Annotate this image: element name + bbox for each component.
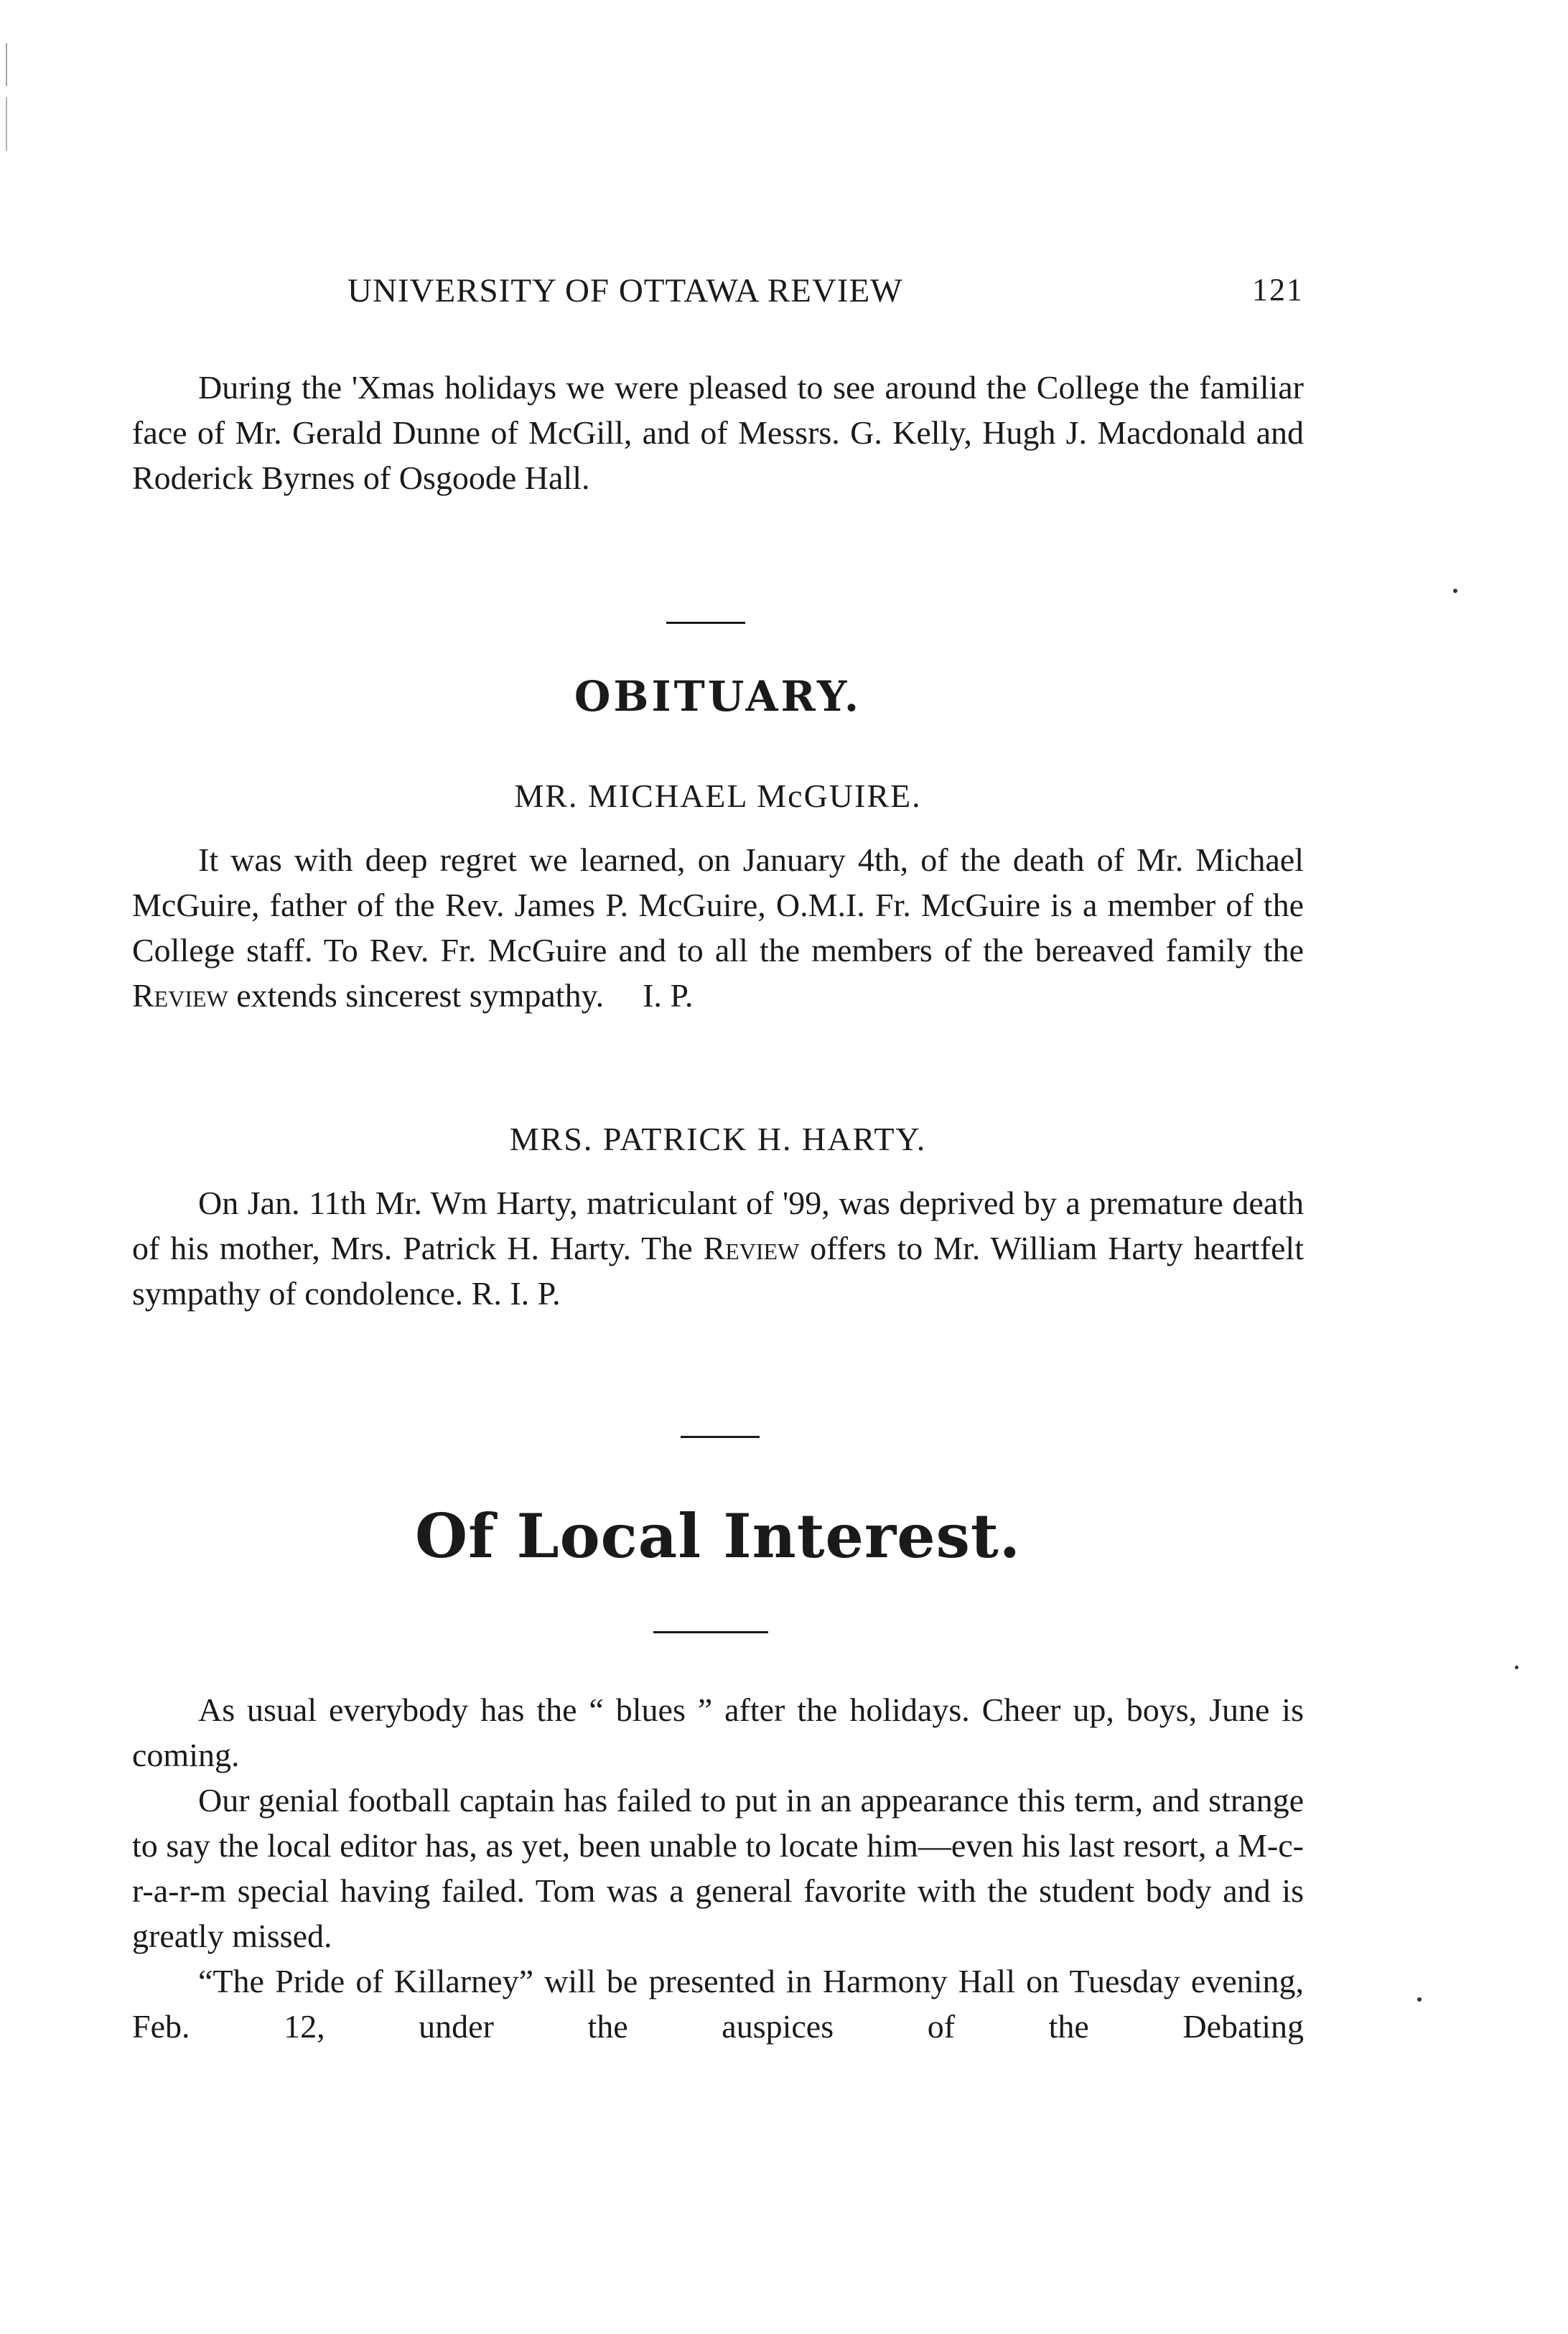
obituary-entry-2 — [132, 1180, 1304, 1316]
obituary-entry-1 — [132, 837, 1304, 1018]
intro-paragraph: During the 'Xmas holidays we were pleased to see around the College the familiar face of Mr. Gerald Dunne of McGill, and of Messrs. G. Kelly, Hugh J. Macdonald and Roderick Byrnes of Osgoode Hall. — [132, 369, 1304, 496]
obituary-name-2: MRS. PATRICK H. HARTY. — [509, 1121, 927, 1157]
obituary-text-1-start: It was with deep regret we learned, on January 4th, of the death of Mr. Michael McGuire, father of the Rev. James P. McGuire, O.M.I. Fr. McGuire is a member of the College staff. To Rev. Fr. McGuire and to all the members of the bereaved family the — [132, 841, 1304, 968]
obituary-text-1 — [132, 837, 1304, 1018]
local-interest-heading: Of Local Interest. — [414, 1500, 1021, 1572]
obituary-text-1-end: extends sincerest sympathy. — [228, 977, 605, 1014]
section-divider-2 — [681, 1436, 760, 1438]
running-head — [132, 271, 1304, 322]
local-interest-section — [132, 1687, 1304, 2049]
scan-speck — [1417, 1997, 1422, 2002]
obituary-heading: OBITUARY. — [574, 672, 862, 721]
page-number: 121 — [1252, 272, 1304, 307]
obituary-text-2 — [132, 1180, 1304, 1316]
review-word: Review — [132, 977, 228, 1014]
scan-speck — [1515, 1666, 1518, 1669]
section-divider-3 — [653, 1631, 768, 1633]
scan-speck — [1453, 589, 1457, 593]
scan-margin-mark — [6, 43, 7, 151]
intro-section — [132, 365, 1304, 500]
obituary-text-2-start: On Jan. 11th Mr. Wm Harty, matriculant of '99, was deprived by a premature death of his mother, Mrs. Patrick H. Harty. The — [132, 1185, 1304, 1266]
local-paragraph-3: “The Pride of Killarney” will be presented in Harmony Hall on Tuesday evening, Feb. 12, under the auspices of the Debating — [132, 1963, 1304, 2045]
running-title: UNIVERSITY OF OTTAWA REVIEW — [347, 272, 903, 309]
review-word: Review — [703, 1230, 800, 1266]
section-divider-1 — [666, 622, 745, 624]
local-paragraph-1: As usual everybody has the “ blues ” after the holidays. Cheer up, boys, June is coming. — [132, 1691, 1304, 1773]
local-paragraph-2: Our genial football captain has failed to put in an appearance this term, and strange to say the local editor has, as yet, been unable to locate him—even his last resort, a M-c-r-a-r-m special having failed. Tom was a general favorite with the student body and is greatly missed. — [132, 1782, 1304, 1954]
obituary-text-2-end: offers to Mr. William Harty heartfelt sympathy of condolence. R. I. P. — [132, 1230, 1304, 1312]
obituary-name-1: MR. MICHAEL McGUIRE. — [514, 778, 922, 814]
obituary-signoff-1: I. P. — [643, 977, 694, 1014]
